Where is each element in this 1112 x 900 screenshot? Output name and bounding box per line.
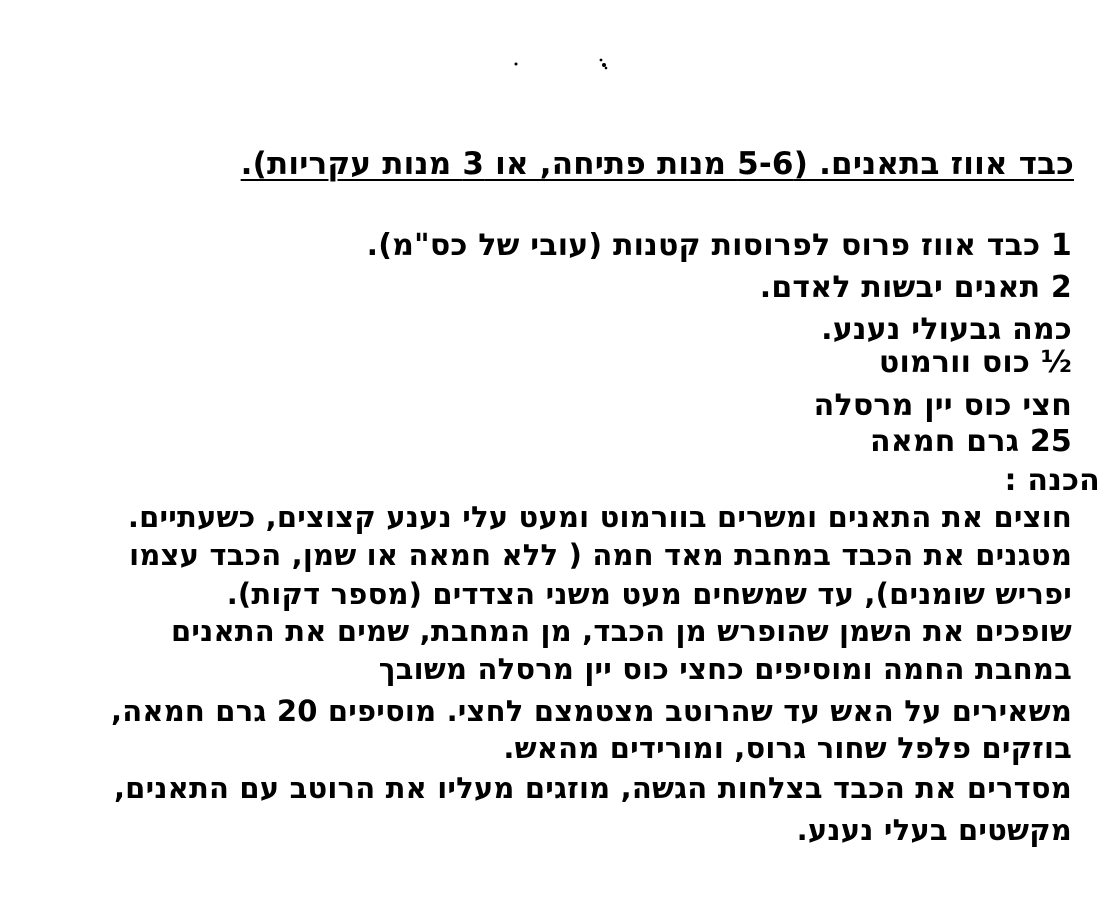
ingredient-line: 2 תאנים יבשות לאדם. [759, 270, 1072, 305]
ingredient-line: 1 כבד אווז פרוס לפרוסות קטנות (עובי של כס"מ). [366, 228, 1072, 263]
recipe-title: כבד אווז בתאנים. (5-6 מנות פתיחה, או 3 מנות עקריות). [240, 146, 1074, 182]
ingredient-line: ½ כוס וורמוט [878, 345, 1072, 380]
instruction-line: מטגנים את הכבד במחבת מאד חמה ( ללא חמאה או שמן, הכבד עצמו [129, 538, 1072, 572]
instruction-line: בוזקים פלפל שחור גרוס, ומורידים מהאש. [503, 731, 1072, 765]
ingredient-line: כמה גבעולי נענע. [821, 312, 1072, 347]
instruction-line: משאירים על האש עד שהרוטב מצטמצם לחצי. מוסיפים 20 גרם חמאה, [111, 694, 1072, 728]
preparation-heading: הכנה : [1004, 463, 1100, 498]
instruction-line: מסדרים את הכבד בצלחות הגשה, מוזגים מעליו את הרוטב עם התאנים, [113, 771, 1072, 805]
instruction-line: חוצים את התאנים ומשרים בוורמוט ומעט עלי נענע קצוצים, כשעתיים. [127, 500, 1072, 534]
ingredient-line: 25 גרם חמאה [870, 424, 1072, 459]
instruction-line: שופכים את השמן שהופרש מן הכבד, מן המחבת, שמים את התאנים [171, 614, 1072, 648]
instruction-line: יפריש שומנים), עד שמשחים מעט משני הצדדים (מספר דקות). [226, 577, 1072, 611]
instruction-line: מקשטים בעלי נענע. [796, 813, 1072, 847]
instruction-line: במחבת החמה ומוסיפים כחצי כוס יין מרסלה משובך [378, 652, 1072, 686]
ingredient-line: חצי כוס יין מרסלה [813, 388, 1072, 423]
scan-specks [510, 54, 620, 78]
